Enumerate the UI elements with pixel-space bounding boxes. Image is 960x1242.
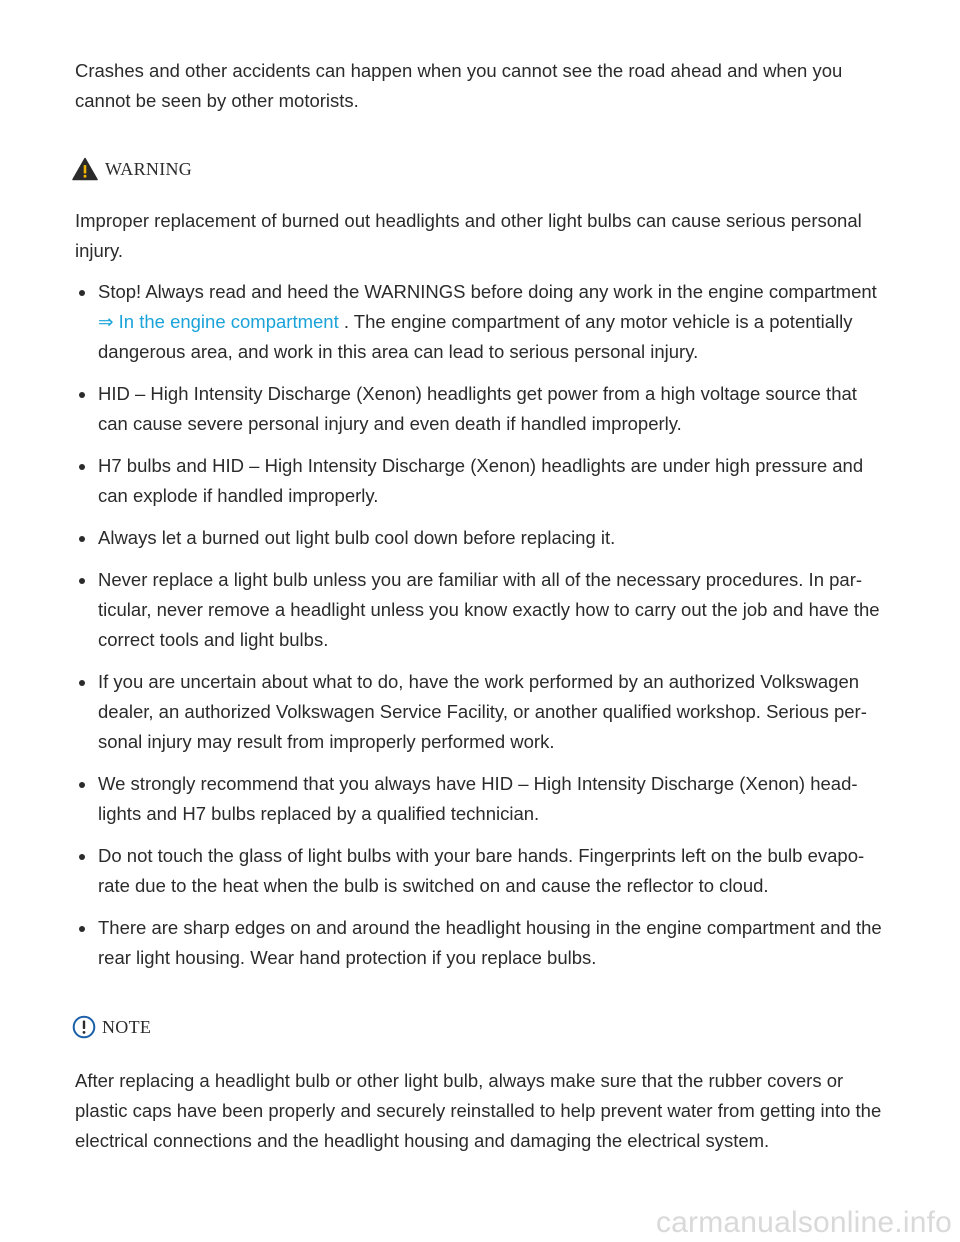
bullet-dot xyxy=(79,464,85,470)
list-item-text: We strongly recommend that you always have HID – High Intensity Discharge (Xenon) headlights and H7 bulbs replaced by a qualified technician. xyxy=(98,773,858,824)
note-body: After replacing a headlight bulb or other light bulb, always make sure that the rubber covers or plastic caps have been properly and securely reinstalled to help prevent water from getting into the electrical connections and the headlight housing and damaging the electrical system. xyxy=(75,1070,882,1151)
note-heading xyxy=(72,1015,151,1039)
list-item xyxy=(75,277,885,367)
list-item-text: Stop! Always read and heed the WARNINGS before doing any work in the engine compartment xyxy=(98,281,877,302)
bullet-dot xyxy=(79,926,85,932)
list-item-text: Do not touch the glass of light bulbs with your bare hands. Fingerprints left on the bulb evaporate due to the heat when the bulb is switched on and cause the reflector to cloud. xyxy=(98,845,865,896)
bullet-dot xyxy=(79,680,85,686)
engine-compartment-link[interactable]: ⇒ In the engine compartment xyxy=(98,311,339,332)
list-item xyxy=(75,451,885,511)
list-item xyxy=(75,523,885,553)
bullet-dot xyxy=(79,578,85,584)
bullet-dot xyxy=(79,854,85,860)
list-item xyxy=(75,769,885,829)
warning-triangle-icon xyxy=(72,157,98,181)
bullet-dot xyxy=(79,782,85,788)
list-item xyxy=(75,667,885,757)
note-exclamation-icon xyxy=(72,1015,96,1039)
list-item-text: If you are uncertain about what to do, have the work performed by an authorized Volkswagen dealer, an authorized Volkswagen Service Facility, or another qualified workshop. Serious personal injury may result from improperly performed work. xyxy=(98,671,867,752)
list-item xyxy=(75,565,885,655)
list-item xyxy=(75,379,885,439)
note-heading-label: NOTE xyxy=(102,1016,152,1037)
bullet-dot xyxy=(79,536,85,542)
list-item-text: Always let a burned out light bulb cool down before replacing it. xyxy=(98,527,616,548)
list-item-text: HID – High Intensity Discharge (Xenon) headlights get power from a high voltage source that can cause severe personal injury and even death if handled improperly. xyxy=(98,383,857,434)
list-item xyxy=(75,913,885,973)
bullet-dot xyxy=(79,290,85,296)
list-item-text: . The engine compartment of any motor vehicle is a potentially dangerous area, and work in this area can lead to serious personal injury. xyxy=(98,311,853,362)
warning-heading xyxy=(72,157,192,181)
warning-heading-label: WARNING xyxy=(105,158,193,179)
list-item-text: There are sharp edges on and around the headlight housing in the engine compartment and the rear light housing. Wear hand protection if you replace bulbs. xyxy=(98,917,882,968)
watermark: carmanualsonline.info xyxy=(655,1206,952,1239)
list-item xyxy=(75,841,885,901)
bullet-dot xyxy=(79,392,85,398)
list-item-text: H7 bulbs and HID – High Intensity Discharge (Xenon) headlights are under high pressure and can explode if handled improperly. xyxy=(98,455,864,506)
list-item-text: Never replace a light bulb unless you are familiar with all of the necessary procedures. In particular, never remove a headlight unless you know exactly how to carry out the job and have the correct tools and light bulbs. xyxy=(98,569,880,650)
intro-paragraph: Crashes and other accidents can happen when you cannot see the road ahead and when you cannot be seen by other motorists. xyxy=(75,60,843,111)
warning-body: Improper replacement of burned out headlights and other light bulbs can cause serious personal injury. xyxy=(75,210,862,261)
warning-bullet-list xyxy=(75,277,885,985)
